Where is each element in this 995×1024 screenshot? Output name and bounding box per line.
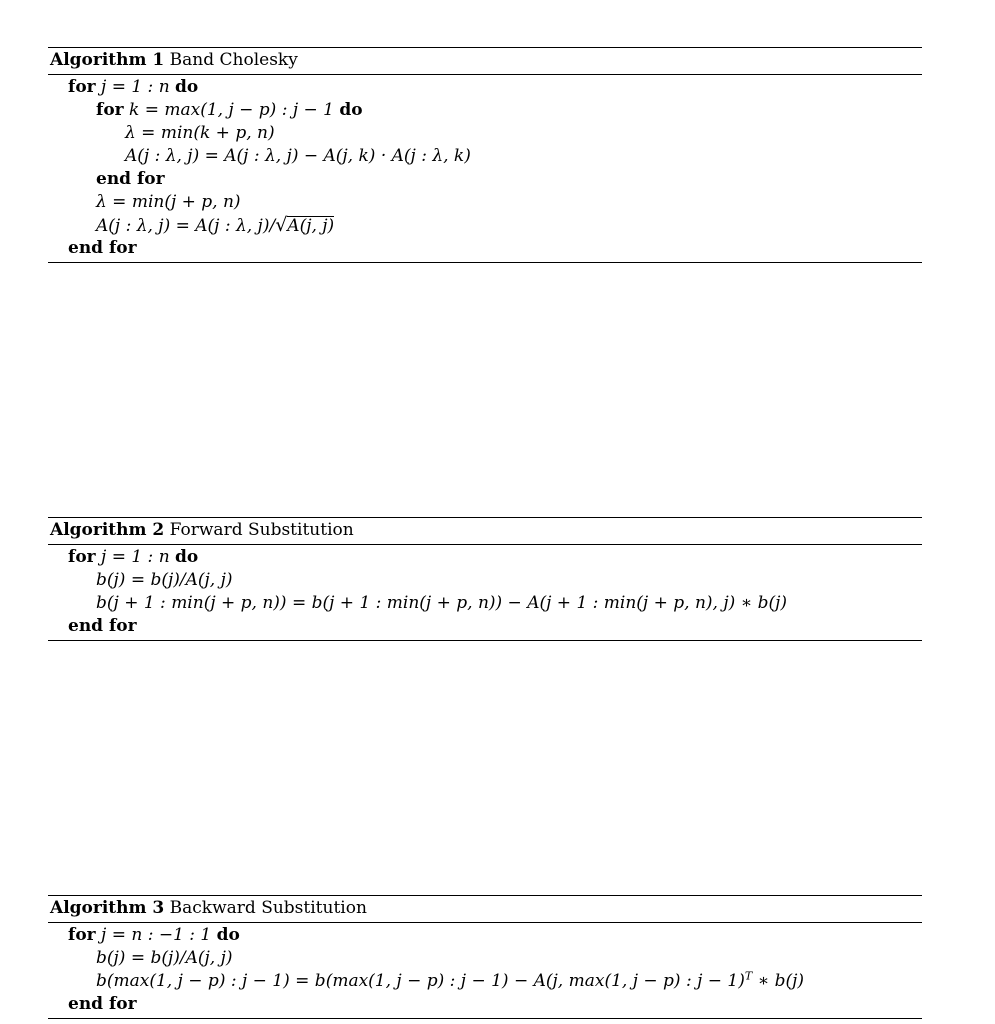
math-expression: λ = min(j + p, n)	[96, 192, 241, 212]
sqrt-expression	[275, 214, 334, 238]
algorithm-label: Algorithm 3	[50, 898, 165, 918]
algorithm-line	[48, 237, 922, 260]
algorithm-line	[48, 122, 922, 145]
algorithm-line	[48, 592, 922, 615]
algorithm-title: Forward Substitution	[169, 520, 354, 540]
algorithm-line	[48, 993, 922, 1016]
algorithm-line	[48, 191, 922, 214]
keyword: do	[216, 925, 240, 945]
algorithm-3-header	[48, 895, 922, 923]
algorithm-2-body	[48, 545, 922, 641]
math-expression: λ = min(k + p, n)	[125, 123, 275, 143]
keyword: end for	[68, 994, 137, 1014]
algorithm-line	[48, 145, 922, 168]
algorithm-line	[48, 546, 922, 569]
algorithm-label: Algorithm 2	[50, 520, 165, 540]
keyword: do	[339, 100, 363, 120]
algorithm-title: Band Cholesky	[169, 50, 298, 70]
transpose-superscript: T	[744, 969, 753, 983]
math-expression: b(j + 1 : min(j + p, n)) = b(j + 1 : min(j + p, n)) − A(j + 1 : min(j + p, n), j) ∗ b(j)	[96, 593, 788, 613]
math-expression: ∗ b(j)	[752, 971, 804, 991]
math-expression: j = 1 : n	[101, 77, 170, 97]
algorithm-2-box	[48, 517, 922, 641]
math-expression: b(j) = b(j)/A(j, j)	[96, 570, 233, 590]
algorithm-3-body	[48, 923, 922, 1019]
algorithm-title: Backward Substitution	[169, 898, 367, 918]
algorithm-line	[48, 569, 922, 592]
keyword: end for	[96, 169, 165, 189]
math-expression: j = 1 : n	[101, 547, 170, 567]
algorithm-1-box	[48, 47, 922, 263]
math-expression: A(j : λ, j) = A(j : λ, j)/	[96, 216, 276, 236]
keyword: for	[68, 925, 96, 945]
keyword: do	[175, 547, 199, 567]
algorithm-1-body	[48, 75, 922, 263]
algorithm-line	[48, 214, 922, 237]
algorithm-2-header	[48, 517, 922, 545]
keyword: for	[68, 547, 96, 567]
keyword: end for	[68, 238, 137, 258]
sqrt-symbol: √	[275, 214, 288, 236]
keyword: do	[175, 77, 199, 97]
algorithm-label: Algorithm 1	[50, 50, 165, 70]
algorithm-line	[48, 970, 922, 993]
keyword: for	[96, 100, 124, 120]
algorithm-line	[48, 615, 922, 638]
algorithm-1-header	[48, 47, 922, 75]
keyword: end for	[68, 616, 137, 636]
math-expression: k = max(1, j − p) : j − 1	[129, 100, 334, 120]
math-expression: b(j) = b(j)/A(j, j)	[96, 948, 233, 968]
algorithm-line	[48, 924, 922, 947]
algorithm-line	[48, 76, 922, 99]
algorithm-line	[48, 947, 922, 970]
algorithm-3-box	[48, 895, 922, 1019]
math-expression: A(j : λ, j) = A(j : λ, j) − A(j, k) · A(j : λ, k)	[125, 146, 471, 166]
math-expression: j = n : −1 : 1	[101, 925, 212, 945]
sqrt-radicand: A(j, j)	[287, 216, 335, 236]
algorithm-line	[48, 99, 922, 122]
math-expression: b(max(1, j − p) : j − 1) = b(max(1, j − p) : j − 1) − A(j, max(1, j − p) : j − 1)	[96, 971, 745, 991]
keyword: for	[68, 77, 96, 97]
algorithm-line	[48, 168, 922, 191]
